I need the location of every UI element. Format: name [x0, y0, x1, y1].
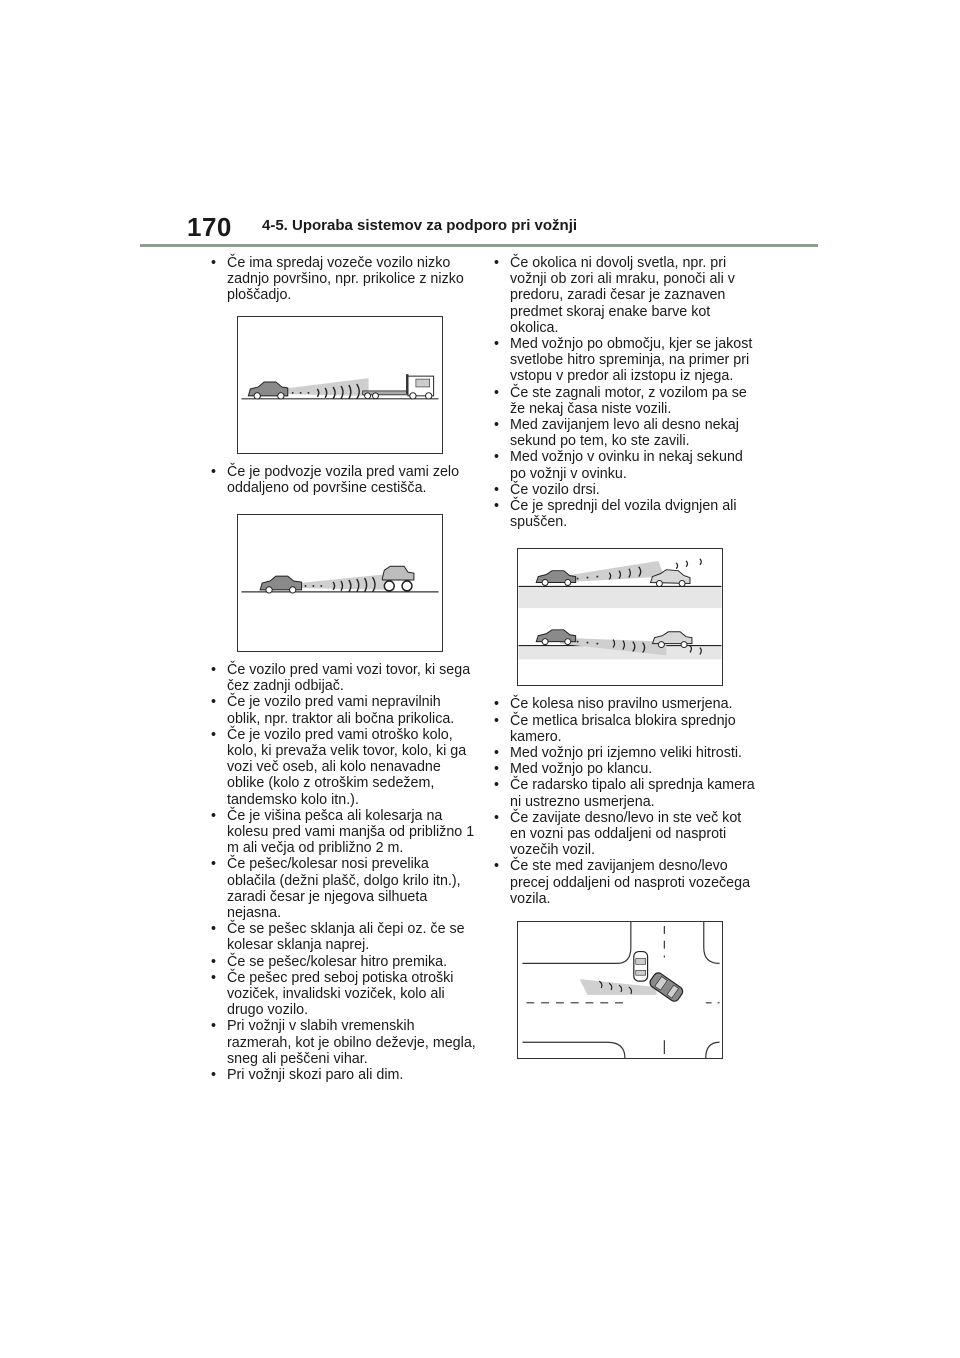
list-item: • Če je vozilo pred vami otroško kolo, kolo, ki prevaža velik tovor, kolo, ki ga vozi več oseb, ali kolo nenavadne oblike (kolo z otroškim sedežem, tandemsko kolo itn.).	[208, 727, 478, 808]
list-item: • Če je višina pešca ali kolesarja na kolesu pred vami manjša od približno 1 m ali večja od približno 2 m.	[208, 808, 478, 857]
illustration-intersection-turn	[517, 921, 723, 1059]
list-item: • Če pešec pred seboj potiska otroški voziček, invalidski voziček, kolo ali drugo vozilo.	[208, 970, 478, 1019]
list-item: • Če se pešec sklanja ali čepi oz. če se kolesar sklanja naprej.	[208, 921, 478, 953]
list-item: • Če vozilo pred vami vozi tovor, ki sega čez zadnji odbijač.	[208, 662, 478, 694]
list-item: • Med vožnjo pri izjemno veliki hitrosti.	[491, 745, 761, 761]
list-item: • Če ste med zavijanjem desno/levo precej oddaljeni od nasproti vozečega vozila.	[491, 858, 761, 907]
right-column	[491, 255, 761, 1069]
bullet-list	[208, 464, 478, 496]
header-divider	[140, 244, 818, 247]
left-column	[208, 255, 478, 1083]
list-item: • Če radarsko tipalo ali sprednja kamera ni ustrezno usmerjena.	[491, 777, 761, 809]
illustration-intersection-turn-svg	[518, 922, 722, 1058]
bullet-list	[208, 255, 478, 304]
list-item: • Če je podvozje vozila pred vami zelo oddaljeno od površine cestišča.	[208, 464, 478, 496]
list-item: • Pri vožnji v slabih vremenskih razmerah, kot je obilno deževje, megla, sneg ali peščeni vihar.	[208, 1018, 478, 1067]
bullet-list	[491, 255, 761, 530]
list-item: • Med vožnjo v ovinku in nekaj sekund po vožnji v ovinku.	[491, 449, 761, 481]
list-item: • Če pešec/kolesar nosi prevelika oblačila (dežni plašč, dolgo krilo itn.), zaradi česar je njegova silhueta nejasna.	[208, 856, 478, 921]
list-item: • Če okolica ni dovolj svetla, npr. pri vožnji ob zori ali mraku, ponoči ali v predoru, zaradi česar je zaznaven predmet skoraj enake barve kot okolica.	[491, 255, 761, 336]
illustration-slope	[517, 548, 723, 686]
list-item: • Če je sprednji del vozila dvignjen ali spuščen.	[491, 498, 761, 530]
list-item: • Če ima spredaj vozeče vozilo nizko zadnjo površino, npr. prikolice z nizko ploščadjo.	[208, 255, 478, 304]
list-item: • Pri vožnji skozi paro ali dim.	[208, 1067, 478, 1083]
bullet-list	[208, 662, 478, 1083]
illustration-low-trailer	[237, 316, 443, 454]
illustration-low-trailer-svg	[238, 317, 442, 453]
list-item: • Če metlica brisalca blokira sprednjo kamero.	[491, 713, 761, 745]
bullet-list	[491, 696, 761, 907]
list-item: • Med vožnjo po območju, kjer se jakost svetlobe hitro spreminja, na primer pri vstopu v predor ali izstopu iz njega.	[491, 336, 761, 385]
illustration-slope-svg	[518, 549, 722, 685]
illustration-high-chassis	[237, 514, 443, 652]
section-title: 4-5. Uporaba sistemov za podporo pri vožnji	[262, 217, 578, 234]
list-item: • Med zavijanjem levo ali desno nekaj sekund po tem, ko ste zavili.	[491, 417, 761, 449]
list-item: • Če ste zagnali motor, z vozilom pa se že nekaj časa niste vozili.	[491, 385, 761, 417]
page-number: 170	[187, 212, 232, 242]
list-item: • Če je vozilo pred vami nepravilnih oblik, npr. traktor ali bočna prikolica.	[208, 694, 478, 726]
list-item: • Če kolesa niso pravilno usmerjena.	[491, 696, 761, 712]
list-item: • Če vozilo drsi.	[491, 482, 761, 498]
list-item: • Če zavijate desno/levo in ste več kot en vozni pas oddaljeni od nasproti vozečih vozil.	[491, 810, 761, 859]
list-item: • Med vožnjo po klancu.	[491, 761, 761, 777]
illustration-high-chassis-svg	[238, 515, 442, 651]
list-item: • Če se pešec/kolesar hitro premika.	[208, 954, 478, 970]
